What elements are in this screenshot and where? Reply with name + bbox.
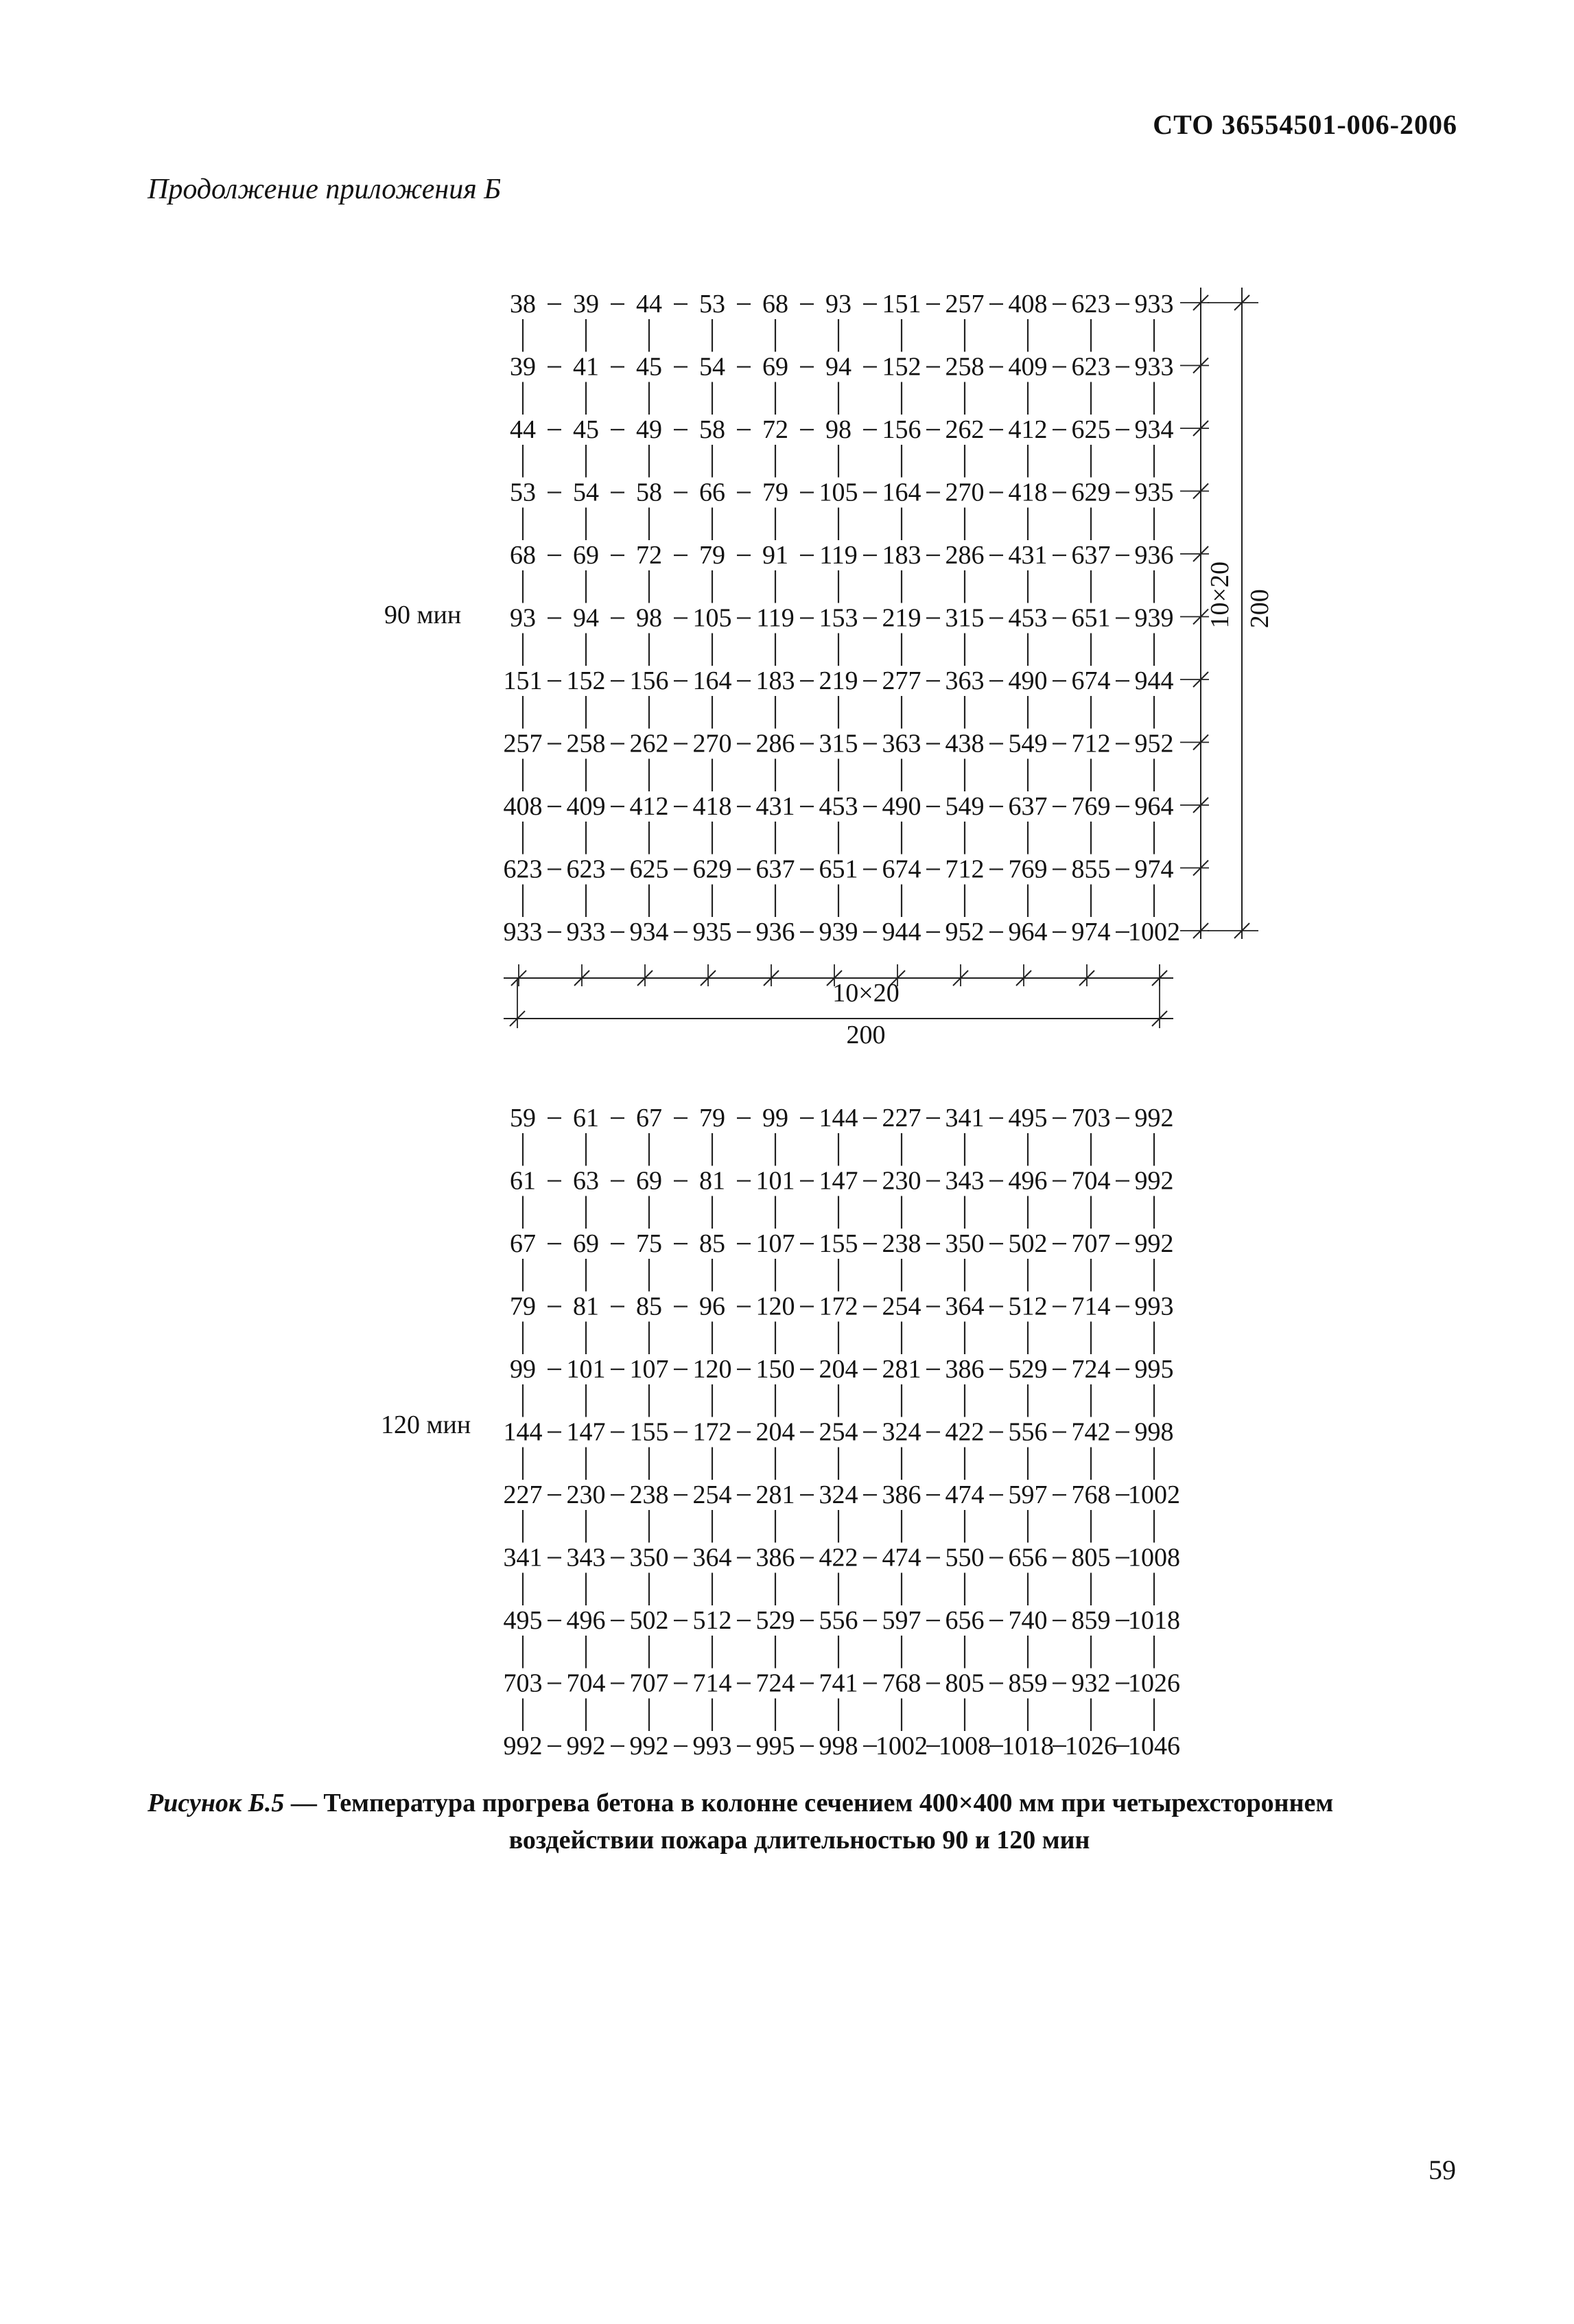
p90-cell: 53	[699, 290, 725, 318]
p120-cell: 386	[882, 1480, 921, 1509]
appendix-continuation: Продолжение приложения Б	[148, 174, 501, 205]
p120-cell: 502	[629, 1606, 669, 1635]
p120-cell: 172	[692, 1417, 732, 1447]
p120-cell: 147	[819, 1166, 858, 1196]
p120-cell: 1026	[1065, 1732, 1117, 1761]
p120-cell: 350	[629, 1543, 669, 1572]
p120-cell: 364	[945, 1292, 985, 1321]
p90-cell: 98	[825, 415, 851, 444]
p90-cell: 257	[945, 290, 985, 318]
p120-cell: 1002	[1128, 1480, 1180, 1509]
p120-cell: 99	[762, 1104, 788, 1132]
p90-cell: 262	[629, 729, 669, 758]
p120-cell: 992	[566, 1732, 606, 1761]
p120-cell: 101	[566, 1355, 606, 1384]
p120-cell: 230	[882, 1166, 921, 1196]
p120-cell: 230	[566, 1480, 606, 1509]
p120-cell: 768	[882, 1669, 921, 1698]
p120-cell: 75	[636, 1229, 662, 1258]
p120-cell: 707	[1071, 1229, 1111, 1258]
p90-cell: 315	[945, 603, 985, 633]
p90-cell: 219	[819, 666, 858, 695]
p90-cell: 549	[945, 792, 985, 821]
p90-cell: 93	[825, 290, 851, 318]
p90-cell: 183	[755, 666, 795, 695]
p120-cell: 724	[755, 1669, 795, 1698]
p90-cell: 79	[762, 478, 788, 507]
p90-cell: 69	[762, 352, 788, 382]
p90-cell: 105	[692, 603, 732, 633]
p120-cell: 343	[945, 1166, 985, 1196]
p90-cell: 105	[819, 478, 858, 507]
p120-cell: 61	[510, 1166, 536, 1196]
p90-cell: 674	[1071, 666, 1111, 695]
p90-cell: 72	[636, 541, 662, 570]
p90-cell: 72	[762, 415, 788, 444]
p90-cell: 363	[882, 729, 921, 758]
p90-cell: 408	[503, 792, 543, 821]
p90-cell: 156	[882, 415, 921, 444]
p120-cell: 1026	[1128, 1669, 1180, 1698]
p120-cell: 556	[1008, 1417, 1048, 1447]
caption-dash: —	[284, 1789, 324, 1817]
p120-cell: 63	[573, 1166, 599, 1196]
p90-cell: 286	[945, 541, 985, 570]
p90-cell: 934	[1134, 415, 1174, 444]
p90-cell: 79	[699, 541, 725, 570]
p120-cell: 597	[1008, 1480, 1048, 1509]
p90-cell: 933	[503, 918, 543, 946]
p90-cell: 164	[692, 666, 732, 695]
p90-cell: 935	[1134, 478, 1174, 507]
p90-cell: 58	[699, 415, 725, 444]
p90-cell: 54	[573, 478, 599, 507]
dim-vertical-total-label: 200	[1245, 589, 1274, 629]
p120-cell: 386	[945, 1355, 985, 1384]
p90-cell: 119	[756, 603, 795, 633]
p90-cell: 363	[945, 666, 985, 695]
p120-cell: 724	[1071, 1355, 1111, 1384]
p120-cell: 496	[566, 1606, 606, 1635]
p90-cell: 409	[566, 792, 606, 821]
p120-cell: 992	[1134, 1166, 1174, 1196]
p120-cell: 101	[755, 1166, 795, 1196]
p120-cell: 422	[945, 1417, 985, 1447]
p90-cell: 453	[1008, 603, 1048, 633]
p90-cell: 98	[636, 603, 662, 633]
p120-cell: 992	[629, 1732, 669, 1761]
p120-cell: 992	[1134, 1229, 1174, 1258]
p120-cell: 155	[629, 1417, 669, 1447]
p90-cell: 453	[819, 792, 858, 821]
p90-cell: 219	[882, 603, 921, 633]
p90-cell: 66	[699, 478, 725, 507]
p90-cell: 45	[573, 415, 599, 444]
p120-cell: 512	[692, 1606, 732, 1635]
p90-cell: 939	[819, 918, 858, 946]
p90-cell: 939	[1134, 603, 1174, 633]
p120-cell: 597	[882, 1606, 921, 1635]
figure-caption	[148, 1785, 1451, 1859]
p90-cell: 935	[692, 918, 732, 946]
p90-cell: 855	[1071, 855, 1111, 884]
p90-cell: 438	[945, 729, 985, 758]
p90-cell: 623	[566, 855, 606, 884]
p90-cell: 45	[636, 352, 662, 382]
p120-cell: 99	[510, 1355, 536, 1384]
p120-cell: 740	[1008, 1606, 1048, 1635]
p90-cell: 769	[1071, 792, 1111, 821]
p120-cell: 324	[882, 1417, 921, 1447]
p90-cell: 151	[503, 666, 543, 695]
p120-cell: 150	[755, 1355, 795, 1384]
p120-cell: 512	[1008, 1292, 1048, 1321]
p120-cell: 341	[503, 1543, 543, 1572]
p90-cell: 769	[1008, 855, 1048, 884]
p120-cell: 238	[882, 1229, 921, 1258]
p120-cell: 1008	[1128, 1543, 1180, 1572]
p120-cell: 254	[692, 1480, 732, 1509]
p90-cell: 944	[882, 918, 921, 946]
p120-cell: 998	[1134, 1417, 1174, 1447]
p90-cell: 54	[699, 352, 725, 382]
p120-cell: 992	[1134, 1104, 1174, 1132]
p90-cell: 651	[819, 855, 858, 884]
p120-cell: 343	[566, 1543, 606, 1572]
p120-cell: 656	[945, 1606, 985, 1635]
p90-cell: 151	[882, 290, 921, 318]
p120-cell: 341	[945, 1104, 985, 1132]
p90-cell: 152	[566, 666, 606, 695]
caption-text-line2: воздействии пожара длительностью 90 и 120 мин	[508, 1826, 1090, 1855]
p90-cell: 262	[945, 415, 985, 444]
p90-cell: 651	[1071, 603, 1111, 633]
p90-cell: 952	[945, 918, 985, 946]
p120-cell: 1046	[1128, 1732, 1180, 1761]
p120-cell: 67	[510, 1229, 536, 1258]
p120-cell: 932	[1071, 1669, 1111, 1698]
p90-cell: 412	[629, 792, 669, 821]
p90-cell: 58	[636, 478, 662, 507]
p90-cell: 964	[1134, 792, 1174, 821]
caption-figure-number: Рисунок Б.5	[148, 1789, 285, 1817]
p120-cell: 238	[629, 1480, 669, 1509]
p90-cell: 286	[755, 729, 795, 758]
p120-cell: 998	[819, 1732, 858, 1761]
p90-cell: 68	[762, 290, 788, 318]
p90-cell: 964	[1008, 918, 1048, 946]
p120-cell: 707	[629, 1669, 669, 1698]
p120-cell: 704	[1071, 1166, 1111, 1196]
p120-cell: 69	[636, 1166, 662, 1196]
p120-cell: 704	[566, 1669, 606, 1698]
p90-cell: 270	[945, 478, 985, 507]
p90-cell: 1002	[1128, 918, 1180, 946]
p90-cell: 44	[636, 290, 662, 318]
p90-cell: 712	[1071, 729, 1111, 758]
p90-cell: 152	[882, 352, 921, 382]
p120-cell: 324	[819, 1480, 858, 1509]
dim-horizontal-total-label: 200	[846, 1021, 886, 1049]
p90-cell: 623	[503, 855, 543, 884]
p90-cell: 625	[1071, 415, 1111, 444]
p120-cell: 204	[819, 1355, 858, 1384]
p90-cell: 933	[566, 918, 606, 946]
p90-cell: 270	[692, 729, 732, 758]
p90-cell: 412	[1008, 415, 1048, 444]
p90-cell: 44	[510, 415, 536, 444]
p120-cell: 550	[945, 1543, 985, 1572]
p90-cell: 418	[692, 792, 732, 821]
p120-cell: 805	[1071, 1543, 1111, 1572]
p120-cell: 350	[945, 1229, 985, 1258]
p90-cell: 974	[1071, 918, 1111, 946]
p120-cell: 227	[503, 1480, 543, 1509]
p120-cell: 120	[692, 1355, 732, 1384]
p120-cell: 254	[882, 1292, 921, 1321]
p90-cell: 91	[762, 541, 788, 570]
p90-cell: 637	[1008, 792, 1048, 821]
p120-cell: 61	[573, 1104, 599, 1132]
p120-cell: 502	[1008, 1229, 1048, 1258]
p90-cell: 431	[755, 792, 795, 821]
p120-cell: 386	[755, 1543, 795, 1572]
dim-horizontal-step-label: 10×20	[832, 979, 900, 1008]
p90-cell: 53	[510, 478, 536, 507]
p90-cell: 277	[882, 666, 921, 695]
p90-cell: 119	[819, 541, 858, 570]
p90-cell: 674	[882, 855, 921, 884]
p120-cell: 281	[755, 1480, 795, 1509]
p90-cell: 625	[629, 855, 669, 884]
p90-cell: 712	[945, 855, 985, 884]
p120-cell: 227	[882, 1104, 921, 1132]
p120-cell: 859	[1071, 1606, 1111, 1635]
p120-cell: 714	[1071, 1292, 1111, 1321]
p120-cell: 556	[819, 1606, 858, 1635]
p120-cell: 529	[755, 1606, 795, 1635]
p90-cell: 933	[1134, 290, 1174, 318]
p120-cell: 147	[566, 1417, 606, 1447]
p120-cell: 995	[1134, 1355, 1174, 1384]
p120-cell: 993	[1134, 1292, 1174, 1321]
dim-vertical-step-label: 10×20	[1206, 561, 1234, 629]
p120-cell: 859	[1008, 1669, 1048, 1698]
p90-cell: 49	[636, 415, 662, 444]
p120-cell: 144	[819, 1104, 858, 1132]
document-code: СТО 36554501-006-2006	[1153, 109, 1457, 140]
p90-cell: 257	[503, 729, 543, 758]
p90-cell: 153	[819, 603, 858, 633]
p90-cell: 623	[1071, 352, 1111, 382]
p120-cell: 172	[819, 1292, 858, 1321]
p120-cell: 1008	[939, 1732, 991, 1761]
p120-cell: 474	[945, 1480, 985, 1509]
p90-cell: 41	[573, 352, 599, 382]
p120-cell: 703	[503, 1669, 543, 1698]
p120-cell: 364	[692, 1543, 732, 1572]
p90-cell: 258	[566, 729, 606, 758]
p90-cell: 94	[825, 352, 851, 382]
p90-cell: 490	[882, 792, 921, 821]
p120-cell: 495	[503, 1606, 543, 1635]
p90-cell: 944	[1134, 666, 1174, 695]
p120-cell: 107	[629, 1355, 669, 1384]
p90-cell: 952	[1134, 729, 1174, 758]
p120-cell: 96	[699, 1292, 725, 1321]
p120-cell: 496	[1008, 1166, 1048, 1196]
p120-cell: 107	[755, 1229, 795, 1258]
p120-cell: 1018	[1002, 1732, 1054, 1761]
p120-cell: 495	[1008, 1104, 1048, 1132]
p90-cell: 93	[510, 603, 536, 633]
p120-cell: 79	[699, 1104, 725, 1132]
p120-cell: 1002	[876, 1732, 928, 1761]
p90-cell: 936	[1134, 541, 1174, 570]
p120-cell: 155	[819, 1229, 858, 1258]
p90-cell: 623	[1071, 290, 1111, 318]
p90-cell: 38	[510, 290, 536, 318]
page-number: 59	[1429, 2154, 1456, 2185]
p120-cell: 768	[1071, 1480, 1111, 1509]
p90-cell: 933	[1134, 352, 1174, 382]
p90-cell: 68	[510, 541, 536, 570]
p120-cell: 742	[1071, 1417, 1111, 1447]
p90-cell: 549	[1008, 729, 1048, 758]
p90-cell: 183	[882, 541, 921, 570]
p120-cell: 85	[699, 1229, 725, 1258]
p120-cell: 993	[692, 1732, 732, 1761]
p90-cell: 408	[1008, 290, 1048, 318]
p90-cell: 629	[1071, 478, 1111, 507]
p90-cell: 637	[1071, 541, 1111, 570]
p120-cell: 422	[819, 1543, 858, 1572]
p120-cell: 79	[510, 1292, 536, 1321]
p120-cell: 81	[573, 1292, 599, 1321]
p120-cell: 144	[503, 1417, 543, 1447]
p90-cell: 418	[1008, 478, 1048, 507]
p120-cell: 741	[819, 1669, 858, 1698]
p90-cell: 409	[1008, 352, 1048, 382]
p90-cell: 69	[573, 541, 599, 570]
p120-cell: 995	[755, 1732, 795, 1761]
p90-cell: 490	[1008, 666, 1048, 695]
p90-cell: 431	[1008, 541, 1048, 570]
panel-120-label: 120 мин	[381, 1410, 471, 1439]
p90-cell: 936	[755, 918, 795, 946]
p90-cell: 258	[945, 352, 985, 382]
p120-cell: 714	[692, 1669, 732, 1698]
p90-cell: 315	[819, 729, 858, 758]
p120-cell: 656	[1008, 1543, 1048, 1572]
p90-cell: 39	[573, 290, 599, 318]
p90-cell: 39	[510, 352, 536, 382]
p120-cell: 69	[573, 1229, 599, 1258]
p90-cell: 164	[882, 478, 921, 507]
p90-cell: 934	[629, 918, 669, 946]
p90-cell: 629	[692, 855, 732, 884]
caption-text-line1: Температура прогрева бетона в колонне сечением 400×400 мм при четырехстороннем	[323, 1789, 1334, 1817]
p120-cell: 254	[819, 1417, 858, 1447]
p90-cell: 94	[573, 603, 599, 633]
p120-cell: 120	[755, 1292, 795, 1321]
p120-cell: 59	[510, 1104, 536, 1132]
p90-cell: 637	[755, 855, 795, 884]
p120-cell: 1018	[1128, 1606, 1180, 1635]
p120-cell: 703	[1071, 1104, 1111, 1132]
p120-cell: 474	[882, 1543, 921, 1572]
p120-cell: 204	[755, 1417, 795, 1447]
p90-cell: 156	[629, 666, 669, 695]
p120-cell: 67	[636, 1104, 662, 1132]
panel-90-label: 90 мин	[384, 601, 462, 629]
p120-cell: 529	[1008, 1355, 1048, 1384]
p120-cell: 81	[699, 1166, 725, 1196]
p90-cell: 974	[1134, 855, 1174, 884]
p120-cell: 85	[636, 1292, 662, 1321]
p120-cell: 992	[503, 1732, 543, 1761]
p120-cell: 805	[945, 1669, 985, 1698]
p120-cell: 281	[882, 1355, 921, 1384]
